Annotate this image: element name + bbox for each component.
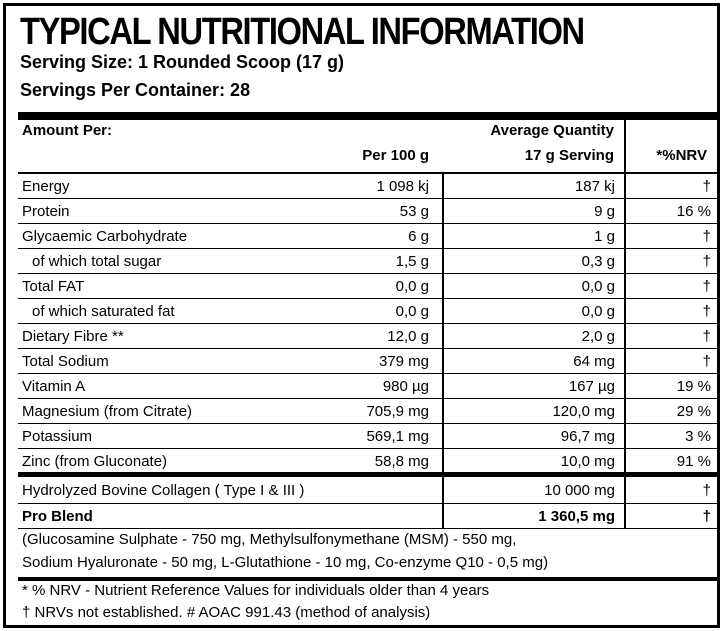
nutrient-nrv: 29 % xyxy=(676,403,711,420)
nutrient-per100: 6 g xyxy=(408,228,429,245)
nutrient-per100: 980 µg xyxy=(382,378,429,395)
divider-serving xyxy=(624,120,626,528)
nutrient-row xyxy=(18,249,717,274)
header-per-100g: Per 100 g xyxy=(362,147,429,164)
nutrient-name: of which saturated fat xyxy=(32,303,175,320)
nutrient-row xyxy=(18,199,717,224)
nutrient-nrv: † xyxy=(702,353,711,370)
nutrient-name: Energy xyxy=(22,178,70,195)
nutrient-serving: 0,3 g xyxy=(581,253,615,270)
nutrient-row xyxy=(18,399,717,424)
nutrient-serving: 0,0 g xyxy=(581,303,615,320)
header-amount-per: Amount Per: xyxy=(22,122,112,139)
nutrient-name: Zinc (from Gluconate) xyxy=(22,453,168,470)
collagen-row xyxy=(18,478,717,503)
nutrient-row xyxy=(18,449,717,474)
nutrient-per100: 705,9 mg xyxy=(366,403,429,420)
nutrient-row xyxy=(18,324,717,349)
nutrient-per100: 53 g xyxy=(399,203,429,220)
nutrient-nrv: 91 % xyxy=(676,453,711,470)
header-17g-serving: 17 g Serving xyxy=(524,147,614,164)
nutrient-per100: 569,1 mg xyxy=(366,428,429,445)
nutrient-nrv: † xyxy=(702,228,711,245)
servings-per-container: Servings Per Container: 28 xyxy=(20,80,251,100)
nutrient-row xyxy=(18,174,717,199)
collagen-top-rule xyxy=(18,472,717,477)
nutrient-nrv: † xyxy=(702,178,711,195)
nutrient-per100: 12,0 g xyxy=(387,328,429,345)
divider-per100 xyxy=(442,173,444,528)
nutrient-name: Total FAT xyxy=(22,278,85,295)
nutrient-row xyxy=(18,424,717,449)
nutrient-nrv: 3 % xyxy=(685,428,711,445)
nutrient-per100: 379 mg xyxy=(378,353,429,370)
nutrient-serving: 10,0 mg xyxy=(560,453,615,470)
nutrient-name: Potassium xyxy=(22,428,93,445)
nutrition-panel xyxy=(3,3,720,628)
collagen-nrv: † xyxy=(702,482,711,499)
nutrient-serving: 120,0 mg xyxy=(552,403,615,420)
footnote-not-established: † NRVs not established. # AOAC 991.43 (method of analysis) xyxy=(22,604,431,621)
nutrient-name: Protein xyxy=(22,203,70,220)
nutrient-per100: 58,8 mg xyxy=(374,453,429,470)
nutrient-row xyxy=(18,299,717,324)
nutrient-per100: 1 098 kj xyxy=(376,178,429,195)
header-avg-quantity: Average Quantity xyxy=(490,122,614,139)
footnote-nrv: * % NRV - Nutrient Reference Values for individuals older than 4 years xyxy=(22,582,490,599)
nutrient-nrv: † xyxy=(702,253,711,270)
nutrient-row xyxy=(18,374,717,399)
nutrient-row xyxy=(18,349,717,374)
nutrient-per100: 1,5 g xyxy=(395,253,429,270)
nutrient-serving: 96,7 mg xyxy=(560,428,615,445)
nutrient-name: Total Sodium xyxy=(22,353,109,370)
nutrient-name: Dietary Fibre ** xyxy=(22,328,124,345)
nutrient-nrv: † xyxy=(702,278,711,295)
nutrient-serving: 167 µg xyxy=(568,378,615,395)
nutrient-serving: 9 g xyxy=(594,203,615,220)
nutrient-nrv: † xyxy=(702,303,711,320)
nutrient-serving: 187 kj xyxy=(574,178,615,195)
nutrient-name: Magnesium (from Citrate) xyxy=(22,403,193,420)
nutrient-name: of which total sugar xyxy=(32,253,162,270)
nutrient-serving: 0,0 g xyxy=(581,278,615,295)
pro-blend-serving: 1 360,5 mg xyxy=(538,508,615,525)
nutrient-serving: 2,0 g xyxy=(581,328,615,345)
collagen-serving: 10 000 mg xyxy=(544,482,615,499)
panel-title: TYPICAL NUTRITIONAL INFORMATION xyxy=(20,11,584,53)
nutrient-nrv: 19 % xyxy=(676,378,711,395)
collagen-name: Hydrolyzed Bovine Collagen ( Type I & III ) xyxy=(22,482,305,499)
nutrient-row xyxy=(18,274,717,299)
nutrient-row xyxy=(18,224,717,249)
nutrient-nrv: † xyxy=(702,328,711,345)
pro-blend-row xyxy=(18,504,717,529)
nutrient-name: Vitamin A xyxy=(22,378,86,395)
nutrient-nrv: 16 % xyxy=(676,203,711,220)
nutrient-per100: 0,0 g xyxy=(395,303,429,320)
nutrient-serving: 64 mg xyxy=(573,353,615,370)
serving-size: Serving Size: 1 Rounded Scoop (17 g) xyxy=(20,52,345,72)
blend-ingredients-line-1: (Glucosamine Sulphate - 750 mg, Methylsulfonymethane (MSM) - 550 mg, xyxy=(22,531,517,548)
blend-ingredients-line-2: Sodium Hyaluronate - 50 mg, L-Glutathione - 10 mg, Co-enzyme Q10 - 0,5 mg) xyxy=(22,554,549,571)
header-nrv: *%NRV xyxy=(656,147,707,164)
nutrient-serving: 1 g xyxy=(594,228,615,245)
pro-blend-nrv: † xyxy=(702,508,711,525)
header-top-rule xyxy=(18,112,717,120)
pro-blend-name: Pro Blend xyxy=(22,508,93,525)
nutrient-name: Glycaemic Carbohydrate xyxy=(22,228,188,245)
nutrient-per100: 0,0 g xyxy=(395,278,429,295)
